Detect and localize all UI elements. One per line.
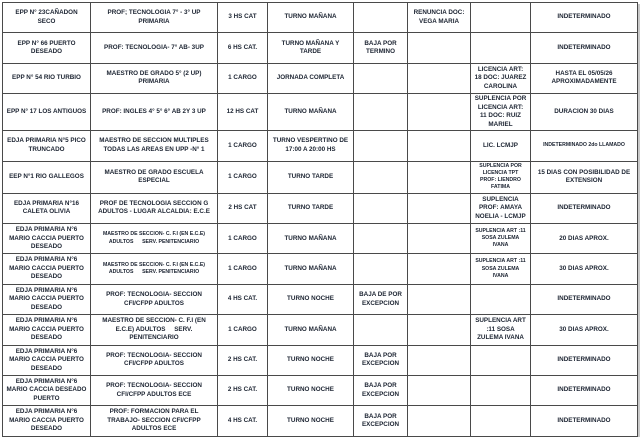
cell-school: EPP N° 17 LOS ANTIGUOS — [3, 94, 91, 131]
cell-school: EDJA PRIMARIA N°6 MARIO CACCIA DESEADO PUERTO — [3, 376, 91, 406]
cell-shift: TURNO VESPERTINO DE 17:00 A 20:00 HS — [268, 131, 354, 161]
cell-shift: TURNO MAÑANA — [268, 94, 354, 131]
cell-load: 1 CARGO — [218, 254, 268, 284]
table-row — [3, 94, 638, 131]
table-row — [3, 345, 638, 375]
cell-baja — [354, 3, 408, 33]
cell-duration: DURACION 30 DIAS — [531, 94, 638, 131]
cell-suplencia: SUPLENCIA PROF: AMAYA NOELIA - LCMJP — [471, 193, 531, 223]
cell-baja — [354, 315, 408, 345]
cell-renuncia — [408, 315, 471, 345]
cell-duration: INDETERMINADO — [531, 406, 638, 436]
cell-baja — [354, 224, 408, 254]
cell-load: 1 CARGO — [218, 224, 268, 254]
cell-suplencia — [471, 3, 531, 33]
cell-renuncia — [408, 254, 471, 284]
cell-duration: 15 DIAS CON POSIBILIDAD DE EXTENSION — [531, 161, 638, 193]
cell-school: EDJA PRIMARIA N°6 MARIO CACCIA PUERTO DESEADO — [3, 406, 91, 436]
cell-baja — [354, 161, 408, 193]
table-row — [3, 406, 638, 436]
cell-load: 2 HS CAT. — [218, 345, 268, 375]
cell-suplencia: SUPLENCIA POR LICENCIA TPT PROF: LIENDRO FATIMA — [471, 161, 531, 193]
cell-school: EDJA PRIMARIA N°6 MARIO CACCIA PUERTO DESEADO — [3, 345, 91, 375]
cell-school: EDJA PRIMARIA N°16 CALETA OLIVIA — [3, 193, 91, 223]
cell-duration: 20 DIAS APROX. — [531, 224, 638, 254]
cell-load: 2 HS CAT. — [218, 376, 268, 406]
cell-suplencia — [471, 33, 531, 63]
cell-suplencia — [471, 406, 531, 436]
table-body — [3, 3, 638, 437]
cell-load: 3 HS CAT — [218, 3, 268, 33]
cell-duration: INDETERMINADO — [531, 345, 638, 375]
cell-baja: BAJA POR EXCEPCION — [354, 406, 408, 436]
cell-school: EPP N° 23CAÑADON SECO — [3, 3, 91, 33]
cell-school: EDJA PRIMARIA N°6 MARIO CACCIA PUERTO DESEADO — [3, 224, 91, 254]
cell-baja: BAJA DE POR EXCEPCION — [354, 284, 408, 314]
cell-suplencia — [471, 376, 531, 406]
cell-shift: TURNO NOCHE — [268, 284, 354, 314]
cell-suplencia: SUPLENCIA ART :11 SOSA ZULEMA IVANA — [471, 254, 531, 284]
table-row — [3, 193, 638, 223]
cell-baja: BAJA POR TERMINO — [354, 33, 408, 63]
cell-school: EDJA PRIMARIA N°5 PICO TRUNCADO — [3, 131, 91, 161]
cell-suplencia: LIC. LCMJP — [471, 131, 531, 161]
cell-suplencia: SUPLENCIA ART :11 SOSA ZULEMA IVANA — [471, 315, 531, 345]
cell-load: 1 CARGO — [218, 315, 268, 345]
cell-position: MAESTRO DE SECCION- C. F.I (EN E.C.E) ADULTOS SERV. PENITENCIARIO — [91, 315, 218, 345]
cell-renuncia — [408, 94, 471, 131]
cell-position: PROF: TECNOLOGIA- SECCION CFI/CFPP ADULTOS — [91, 345, 218, 375]
table-row — [3, 315, 638, 345]
cell-renuncia: RENUNCIA DOC: VEGA MARIA — [408, 3, 471, 33]
cell-baja — [354, 94, 408, 131]
cell-suplencia: SUPLENCIA POR LICENCIA ART: 11 DOC: RUIZ MARIEL — [471, 94, 531, 131]
cell-renuncia — [408, 33, 471, 63]
cell-duration: HASTA EL 05/05/26 APROXIMADAMENTE — [531, 63, 638, 93]
cell-duration: INDETERMINADO — [531, 33, 638, 63]
cell-load: 1 CARGO — [218, 63, 268, 93]
cell-shift: TURNO TARDE — [268, 193, 354, 223]
cell-renuncia — [408, 284, 471, 314]
cell-duration: INDETERMINADO 2do LLAMADO — [531, 131, 638, 161]
cell-renuncia — [408, 131, 471, 161]
cell-shift: TURNO NOCHE — [268, 345, 354, 375]
staff-vacancies-table — [2, 2, 638, 437]
cell-load: 1 CARGO — [218, 131, 268, 161]
cell-duration: 30 DIAS APROX. — [531, 254, 638, 284]
table-row — [3, 63, 638, 93]
cell-duration: INDETERMINADO — [531, 193, 638, 223]
cell-baja — [354, 131, 408, 161]
cell-duration: INDETERMINADO — [531, 376, 638, 406]
cell-renuncia — [408, 224, 471, 254]
cell-load: 4 HS CAT. — [218, 284, 268, 314]
table-row — [3, 376, 638, 406]
cell-load: 12 HS CAT — [218, 94, 268, 131]
table-row — [3, 224, 638, 254]
cell-school: EEP N°1 RIO GALLEGOS — [3, 161, 91, 193]
table-row — [3, 284, 638, 314]
cell-position: PROF: TECNOLOGIA- SECCION CFI/CFPP ADULTOS ECE — [91, 376, 218, 406]
cell-renuncia — [408, 193, 471, 223]
cell-suplencia: SUPLENCIA ART :11 SOSA ZULEMA IVANA — [471, 224, 531, 254]
cell-position: MAESTRO DE SECCION MULTIPLES TODAS LAS AREAS EN UPP -N° 1 — [91, 131, 218, 161]
cell-shift: TURNO MAÑANA — [268, 224, 354, 254]
cell-baja: BAJA POR EXCEPCION — [354, 376, 408, 406]
table-row — [3, 161, 638, 193]
table-row — [3, 3, 638, 33]
cell-duration: 30 DIAS APROX. — [531, 315, 638, 345]
cell-shift: TURNO MAÑANA Y TARDE — [268, 33, 354, 63]
cell-suplencia: LICENCIA ART: 18 DOC: JUAREZ CAROLINA — [471, 63, 531, 93]
cell-shift: TURNO MAÑANA — [268, 254, 354, 284]
cell-renuncia — [408, 161, 471, 193]
cell-shift: TURNO NOCHE — [268, 376, 354, 406]
cell-shift: JORNADA COMPLETA — [268, 63, 354, 93]
table-row — [3, 131, 638, 161]
cell-position: MAESTRO DE SECCION- C. F.I (EN E.C.E) ADULTOS SERV. PENITENCIARIO — [91, 224, 218, 254]
cell-renuncia — [408, 63, 471, 93]
cell-baja: BAJA POR EXCEPCION — [354, 345, 408, 375]
cell-load: 4 HS CAT. — [218, 406, 268, 436]
cell-position: PROF; TECNOLOGIA 7° - 3° UP PRIMARIA — [91, 3, 218, 33]
cell-position: MAESTRO DE SECCION- C. F.I (EN E.C.E) ADULTOS SERV. PENITENCIARIO — [91, 254, 218, 284]
cell-duration: INDETERMINADO — [531, 284, 638, 314]
cell-position: PROF: TECNOLOGIA- 7° AB- 3UP — [91, 33, 218, 63]
cell-position: PROF: INGLES 4° 5° 6° AB 2Y 3 UP — [91, 94, 218, 131]
cell-school: EDJA PRIMARIA N°6 MARIO CACCIA PUERTO DESEADO — [3, 254, 91, 284]
cell-position: MAESTRO DE GRADO ESCUELA ESPECIAL — [91, 161, 218, 193]
cell-renuncia — [408, 345, 471, 375]
cell-baja — [354, 193, 408, 223]
cell-position: PROF: FORMACION PARA EL TRABAJO- SECCION CFI/CFPP ADULTOS ECE — [91, 406, 218, 436]
cell-duration: INDETERMINADO — [531, 3, 638, 33]
cell-school: EPP N° 66 PUERTO DESEADO — [3, 33, 91, 63]
cell-suplencia — [471, 345, 531, 375]
cell-shift: TURNO MAÑANA — [268, 315, 354, 345]
cell-position: MAESTRO DE GRADO 5° (2 UP) PRIMARIA — [91, 63, 218, 93]
cell-position: PROF: TECNOLOGIA- SECCION CFI/CFPP ADULTOS — [91, 284, 218, 314]
cell-baja — [354, 254, 408, 284]
cell-renuncia — [408, 376, 471, 406]
cell-shift: TURNO TARDE — [268, 161, 354, 193]
cell-load: 6 HS CAT. — [218, 33, 268, 63]
cell-shift: TURNO NOCHE — [268, 406, 354, 436]
cell-load: 2 HS CAT — [218, 193, 268, 223]
table-row — [3, 254, 638, 284]
cell-baja — [354, 63, 408, 93]
cell-school: EDJA PRIMARIA N°6 MARIO CACCIA PUERTO DESEADO — [3, 315, 91, 345]
cell-renuncia — [408, 406, 471, 436]
cell-load: 1 CARGO — [218, 161, 268, 193]
table-row — [3, 33, 638, 63]
cell-shift: TURNO MAÑANA — [268, 3, 354, 33]
cell-position: PROF DE TECNOLOGIA SECCION G ADULTOS - LUGAR ALCALDIA: E.C.E — [91, 193, 218, 223]
cell-school: EDJA PRIMARIA N°6 MARIO CACCIA PUERTO DESEADO — [3, 284, 91, 314]
cell-suplencia — [471, 284, 531, 314]
cell-school: EPP N° 54 RIO TURBIO — [3, 63, 91, 93]
